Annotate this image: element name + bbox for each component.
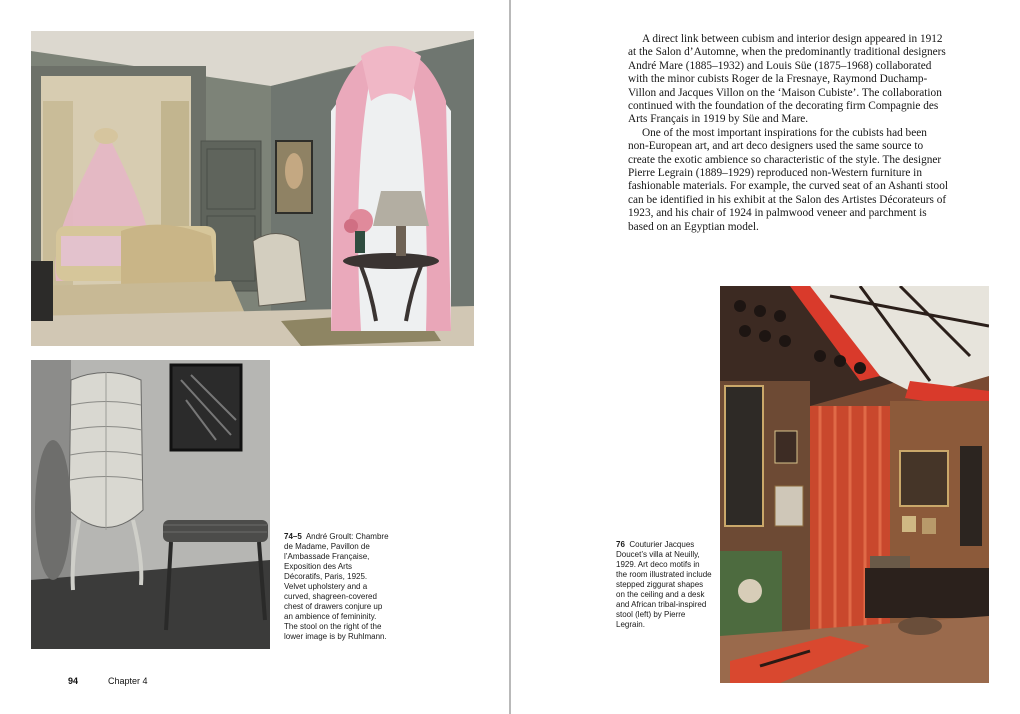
page-number: 94	[68, 676, 79, 686]
doucet-villa-photo	[720, 286, 989, 683]
chest-of-drawers-photo	[31, 360, 270, 649]
right-page	[511, 0, 1020, 714]
caption-number: 74–5	[284, 532, 302, 541]
caption-text: Couturier Jacques Doucet’s villa at Neuilly, 1929. Art deco motifs in the room illustrated include stepped ziggurat shapes on the ceiling and a desk and African tribal-inspired stool (left) by Pierre Legrain.	[616, 540, 712, 629]
paragraph-2: One of the most important inspirations for the cubists had been non-European art, and art deco designers used the same source to create the exotic ambience so characteristic of the style. The designer Pierre Legrain (1889–1929) reproduced non-Western furniture in fashionable materials. For example, the curved seat of an Ashanti stool can be identified in his exhibit at the Salon des Artistes Décorateurs of 1923, and his chair of 1924 in palmwood veneer and parchment is based on an Egyptian model.	[628, 126, 948, 233]
left-page	[0, 0, 509, 714]
caption-76	[616, 540, 712, 630]
paragraph-1: A direct link between cubism and interior design appeared in 1912 at the Salon d’Automne, when the predominantly traditional designers André Mare (1885–1932) and Louis Süe (1875–1968) collaborated with the minor cubists Roger de la Fresnaye, Raymond Duchamp-Villon and Jacques Villon on the ‘Maison Cubiste’. The collaboration continued with the foundation of the decorating firm Compagnie des Arts Français in 1919 by Süe and Mare.	[628, 33, 946, 126]
bedroom-illustration	[31, 31, 474, 346]
running-footer-chapter: Chapter 4	[108, 676, 148, 686]
caption-number: 76	[616, 540, 625, 549]
caption-text: André Groult: Chambre de Madame, Pavillon de l’Ambassade Française, Exposition des Arts Décoratifs, Paris, 1925. Velvet upholstery and a curved, shagreen-covered chest of drawers conjure up an ambience of femininity. The stool on the right of the lower image is by Ruhlmann.	[284, 532, 389, 641]
body-text	[628, 33, 948, 234]
caption-74-5	[284, 532, 390, 642]
